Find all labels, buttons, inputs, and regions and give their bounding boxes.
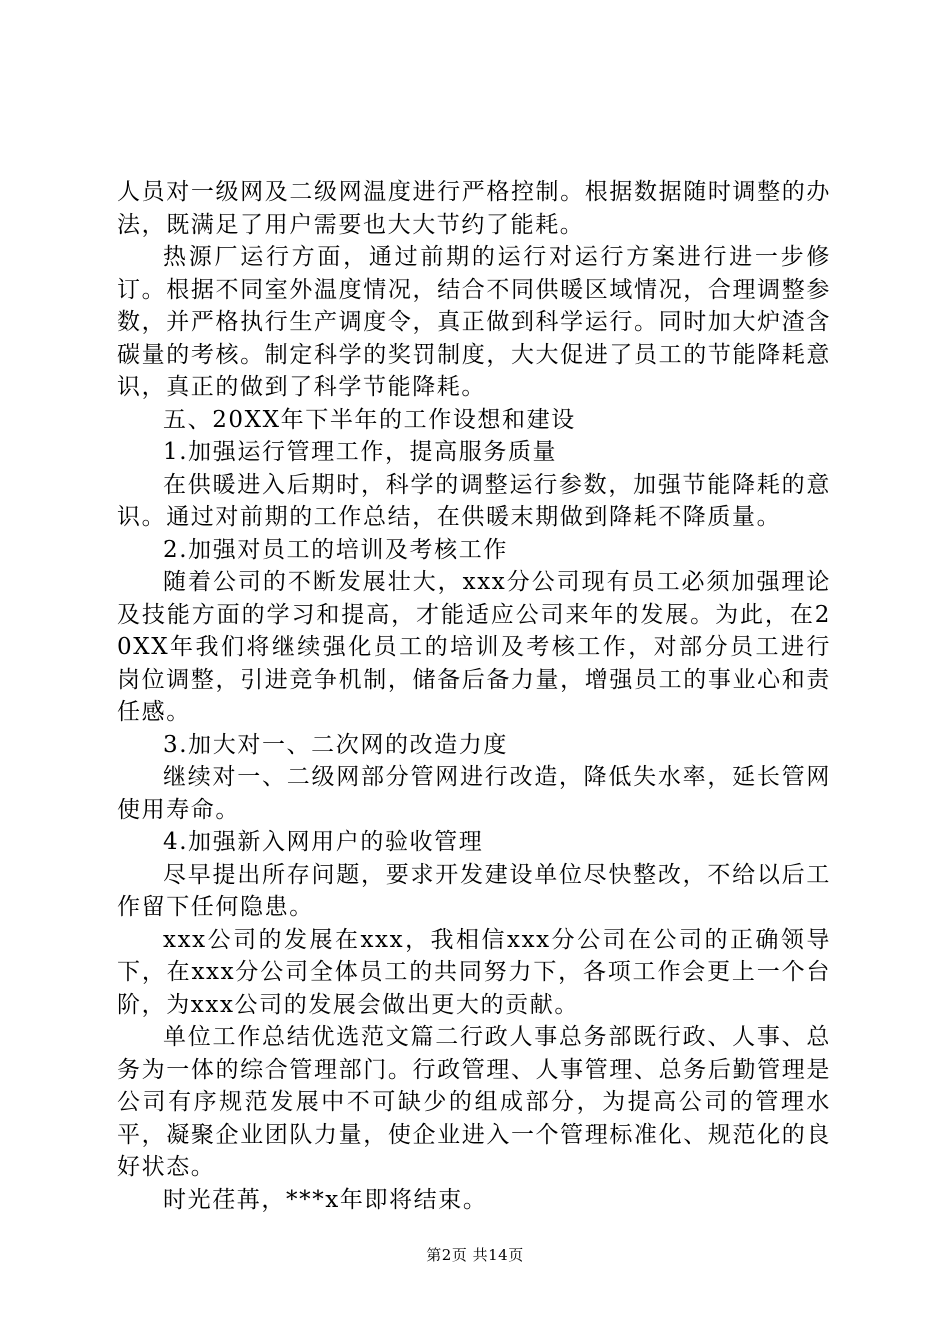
paragraph: 尽早提出所存问题，要求开发建设单位尽快整改，不给以后工作留下任何隐患。 bbox=[117, 861, 831, 920]
paragraph: 单位工作总结优选范文篇二行政人事总务部既行政、人事、总务为一体的综合管理部门。行政管理、人事管理、总务后勤管理是公司有序规范发展中不可缺少的组成部分，为提高公司的管理水平，凝聚企业团队力量，使企业进入一个管理标准化、规范化的良好状态。 bbox=[117, 1024, 831, 1180]
paragraph: xxx公司的发展在xxx，我相信xxx分公司在公司的正确领导下，在xxx分公司全体员工的共同努力下，各项工作会更上一个台阶，为xxx公司的发展会做出更大的贡献。 bbox=[117, 926, 831, 1018]
paragraph: 继续对一、二级网部分管网进行改造，降低失水率，延长管网使用寿命。 bbox=[117, 764, 831, 823]
paragraph: 热源厂运行方面，通过前期的运行对运行方案进行进一步修订。根据不同室外温度情况，结合不同供暖区域情况，合理调整参数，并严格执行生产调度令，真正做到科学运行。同时加大炉渣含碳量的考核。制定科学的奖罚制度，大大促进了员工的节能降耗意识，真正的做到了科学节能降耗。 bbox=[117, 244, 831, 400]
subsection-heading: 3.加大对一、二次网的改造力度 bbox=[163, 731, 508, 758]
subsection-heading: 4.加强新入网用户的验收管理 bbox=[163, 829, 484, 855]
paragraph: 在供暖进入后期时，科学的调整运行参数，加强节能降耗的意识。通过对前期的工作总结，在供暖末期做到降耗不降质量。 bbox=[117, 471, 831, 530]
document-body bbox=[117, 176, 831, 1216]
paragraph: 随着公司的不断发展壮大，xxx分公司现有员工必须加强理论及技能方面的学习和提高，才能适应公司来年的发展。为此，在20XX年我们将继续强化员工的培训及考核工作，对部分员工进行岗位调整，引进竞争机制，储备后备力量，增强员工的事业心和责任感。 bbox=[117, 569, 831, 725]
subsection-heading: 1.加强运行管理工作，提高服务质量 bbox=[163, 439, 558, 465]
page-number-footer: 第2页 共14页 bbox=[426, 1246, 524, 1264]
section-heading: 五、20XX年下半年的工作设想和建设 bbox=[163, 406, 576, 433]
paragraph: 人员对一级网及二级网温度进行严格控制。根据数据随时调整的办法，既满足了用户需要也大大节约了能耗。 bbox=[117, 179, 831, 238]
paragraph: 时光荏苒，***x年即将结束。 bbox=[163, 1186, 488, 1213]
subsection-heading: 2.加强对员工的培训及考核工作 bbox=[163, 536, 508, 563]
